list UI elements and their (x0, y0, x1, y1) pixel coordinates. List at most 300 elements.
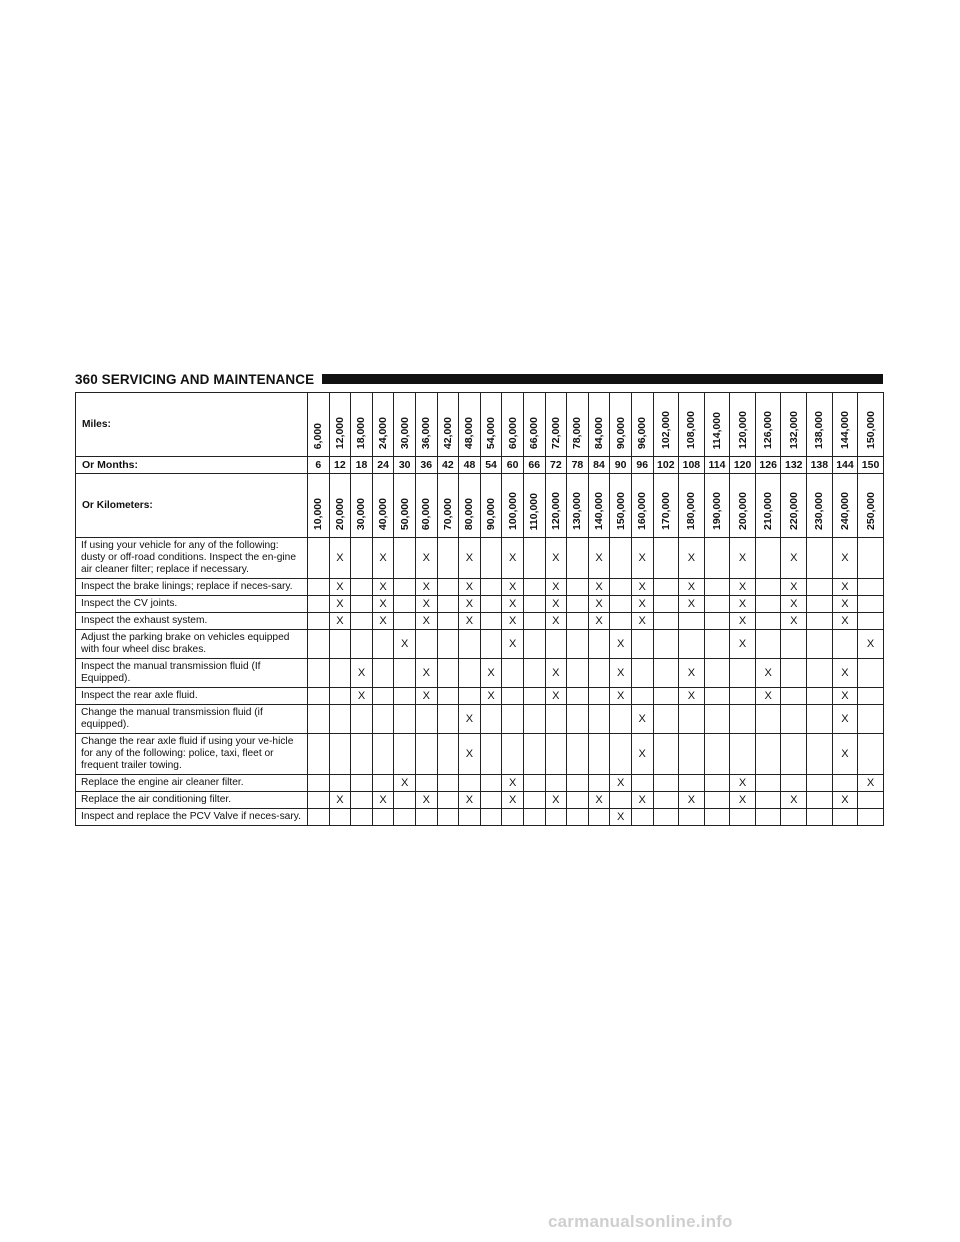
service-mark (545, 630, 567, 659)
service-mark: X (730, 775, 756, 792)
task-row (76, 792, 884, 809)
service-mark (730, 688, 756, 705)
kilometers-row-cell (394, 474, 416, 538)
kilometers-row-value: 220,000 (787, 492, 800, 530)
service-mark (704, 659, 730, 688)
service-mark (610, 734, 632, 775)
kilometers-row (76, 474, 884, 538)
service-mark (523, 630, 545, 659)
miles-row-cell (459, 393, 481, 457)
service-mark (807, 775, 833, 792)
service-mark (704, 579, 730, 596)
service-mark (480, 596, 502, 613)
service-mark (588, 705, 610, 734)
service-mark: X (832, 596, 858, 613)
kilometers-row-cell (459, 474, 481, 538)
service-mark (653, 596, 679, 613)
service-mark (610, 792, 632, 809)
miles-row-cell (523, 393, 545, 457)
kilometers-row-cell (610, 474, 632, 538)
miles-row-cell (653, 393, 679, 457)
miles-row-value: 54,000 (485, 416, 498, 449)
miles-row-value: 126,000 (762, 411, 775, 449)
service-mark: X (588, 538, 610, 579)
kilometers-row-value: 60,000 (420, 497, 433, 530)
service-mark (480, 775, 502, 792)
service-mark (755, 734, 781, 775)
service-mark: X (755, 688, 781, 705)
service-mark: X (545, 613, 567, 630)
kilometers-row-value: 120,000 (549, 492, 562, 530)
service-mark (704, 630, 730, 659)
service-mark (631, 659, 653, 688)
service-mark: X (832, 734, 858, 775)
service-mark (502, 659, 524, 688)
kilometers-row-cell (653, 474, 679, 538)
service-mark: X (394, 775, 416, 792)
service-mark: X (545, 792, 567, 809)
service-mark: X (730, 538, 756, 579)
service-mark (588, 630, 610, 659)
service-mark (329, 705, 351, 734)
service-mark (545, 809, 567, 826)
service-mark: X (631, 538, 653, 579)
service-mark: X (502, 630, 524, 659)
service-mark: X (588, 613, 610, 630)
service-mark (308, 809, 330, 826)
service-mark: X (679, 538, 705, 579)
service-mark: X (329, 596, 351, 613)
service-mark (523, 659, 545, 688)
service-mark (523, 538, 545, 579)
service-mark (858, 688, 884, 705)
service-mark: X (545, 538, 567, 579)
service-mark: X (480, 688, 502, 705)
miles-row-cell (588, 393, 610, 457)
service-mark (858, 538, 884, 579)
kilometers-row-value: 80,000 (463, 497, 476, 530)
service-mark (588, 659, 610, 688)
service-mark (502, 809, 524, 826)
service-mark (480, 579, 502, 596)
service-mark (502, 688, 524, 705)
kilometers-row-value: 210,000 (762, 492, 775, 530)
service-mark (858, 734, 884, 775)
service-mark (567, 688, 589, 705)
service-mark (755, 538, 781, 579)
service-mark: X (832, 659, 858, 688)
service-mark: X (459, 613, 481, 630)
service-mark (523, 705, 545, 734)
service-mark (351, 809, 373, 826)
months-row-value: 54 (480, 457, 502, 474)
service-mark (480, 613, 502, 630)
service-mark: X (631, 579, 653, 596)
months-row-value: 120 (730, 457, 756, 474)
service-mark (858, 809, 884, 826)
miles-row-value: 114,000 (710, 411, 723, 449)
months-row-value: 96 (631, 457, 653, 474)
service-mark (832, 630, 858, 659)
service-mark (523, 579, 545, 596)
service-mark (394, 705, 416, 734)
service-mark (567, 809, 589, 826)
service-mark (781, 734, 807, 775)
service-mark (610, 705, 632, 734)
service-mark (653, 538, 679, 579)
kilometers-row-label: Or Kilometers: (76, 474, 308, 538)
miles-row-cell (437, 393, 459, 457)
kilometers-row-cell (781, 474, 807, 538)
task-description: Inspect the rear axle fluid. (76, 688, 308, 705)
service-mark: X (730, 792, 756, 809)
kilometers-row-cell (567, 474, 589, 538)
service-mark (807, 579, 833, 596)
service-mark: X (755, 659, 781, 688)
service-mark (858, 579, 884, 596)
service-mark: X (329, 792, 351, 809)
miles-row-cell (502, 393, 524, 457)
task-row (76, 734, 884, 775)
task-description: Adjust the parking brake on vehicles equipped with four wheel disc brakes. (76, 630, 308, 659)
service-mark (730, 734, 756, 775)
service-mark (308, 734, 330, 775)
service-mark (567, 613, 589, 630)
service-mark (781, 630, 807, 659)
service-mark (653, 688, 679, 705)
service-mark: X (781, 538, 807, 579)
service-mark: X (610, 688, 632, 705)
service-mark (755, 775, 781, 792)
service-mark (858, 792, 884, 809)
kilometers-row-value: 140,000 (593, 492, 606, 530)
service-mark (372, 630, 394, 659)
service-mark (781, 809, 807, 826)
service-mark (308, 688, 330, 705)
watermark: carmanualsonline.info (548, 1212, 733, 1231)
service-mark (567, 792, 589, 809)
service-mark: X (394, 630, 416, 659)
months-row-value: 42 (437, 457, 459, 474)
task-row (76, 596, 884, 613)
task-row (76, 775, 884, 792)
miles-row-value: 102,000 (659, 411, 672, 449)
service-mark (567, 579, 589, 596)
service-mark (415, 705, 437, 734)
service-mark (755, 596, 781, 613)
service-mark (459, 775, 481, 792)
service-mark: X (631, 734, 653, 775)
service-mark: X (415, 596, 437, 613)
service-mark: X (610, 630, 632, 659)
miles-row-value: 24,000 (377, 416, 390, 449)
service-mark (755, 613, 781, 630)
service-mark: X (730, 613, 756, 630)
task-row (76, 630, 884, 659)
months-row-value: 30 (394, 457, 416, 474)
service-mark: X (459, 792, 481, 809)
service-mark (781, 705, 807, 734)
service-mark (588, 809, 610, 826)
miles-row-cell (329, 393, 351, 457)
service-mark: X (480, 659, 502, 688)
service-mark: X (351, 659, 373, 688)
service-mark (755, 579, 781, 596)
service-mark (480, 809, 502, 826)
service-mark (807, 538, 833, 579)
task-row (76, 538, 884, 579)
kilometers-row-cell (523, 474, 545, 538)
service-mark (437, 596, 459, 613)
service-mark (679, 613, 705, 630)
service-mark: X (781, 596, 807, 613)
service-mark (631, 630, 653, 659)
task-description: Inspect the CV joints. (76, 596, 308, 613)
page-header-title: 360 SERVICING AND MAINTENANCE (75, 371, 315, 387)
miles-row-value: 60,000 (506, 416, 519, 449)
miles-row-cell (545, 393, 567, 457)
service-mark: X (459, 538, 481, 579)
service-mark: X (588, 792, 610, 809)
service-mark (807, 596, 833, 613)
service-mark: X (832, 688, 858, 705)
service-mark (832, 775, 858, 792)
service-mark (545, 705, 567, 734)
service-mark (372, 809, 394, 826)
service-mark (329, 630, 351, 659)
service-mark (372, 775, 394, 792)
service-mark: X (459, 579, 481, 596)
service-mark (567, 659, 589, 688)
service-mark (610, 579, 632, 596)
service-mark (730, 705, 756, 734)
kilometers-row-value: 20,000 (333, 497, 346, 530)
service-mark: X (415, 538, 437, 579)
miles-row-value: 138,000 (813, 411, 826, 449)
page-header (75, 368, 883, 390)
service-mark (755, 705, 781, 734)
service-mark (679, 734, 705, 775)
service-mark (308, 705, 330, 734)
service-mark: X (781, 613, 807, 630)
task-description: Inspect and replace the PCV Valve if neces-sary. (76, 809, 308, 826)
kilometers-row-cell (351, 474, 373, 538)
kilometers-row-value: 170,000 (659, 492, 672, 530)
kilometers-row-cell (437, 474, 459, 538)
kilometers-row-value: 10,000 (312, 497, 325, 530)
kilometers-row-value: 190,000 (710, 492, 723, 530)
kilometers-row-value: 70,000 (441, 497, 454, 530)
service-mark (394, 809, 416, 826)
months-row-value: 84 (588, 457, 610, 474)
service-mark: X (832, 538, 858, 579)
service-mark (437, 688, 459, 705)
miles-row-value: 72,000 (549, 416, 562, 449)
service-mark: X (502, 613, 524, 630)
service-mark (415, 775, 437, 792)
service-mark (459, 630, 481, 659)
service-mark (480, 792, 502, 809)
service-mark (372, 659, 394, 688)
kilometers-row-cell (807, 474, 833, 538)
miles-row-cell (415, 393, 437, 457)
service-mark: X (832, 705, 858, 734)
service-mark: X (545, 659, 567, 688)
miles-row-value: 96,000 (636, 416, 649, 449)
service-mark (653, 734, 679, 775)
service-mark (329, 775, 351, 792)
service-mark (781, 775, 807, 792)
service-mark (480, 734, 502, 775)
service-mark (459, 659, 481, 688)
service-mark (437, 659, 459, 688)
months-row-value: 90 (610, 457, 632, 474)
service-mark: X (832, 579, 858, 596)
months-row-value: 114 (704, 457, 730, 474)
service-mark (329, 688, 351, 705)
service-mark (781, 688, 807, 705)
months-row-value: 6 (308, 457, 330, 474)
service-mark (545, 734, 567, 775)
service-mark: X (679, 688, 705, 705)
service-mark (679, 630, 705, 659)
service-mark: X (502, 775, 524, 792)
miles-row-value: 30,000 (398, 416, 411, 449)
months-row-value: 78 (567, 457, 589, 474)
service-mark: X (730, 579, 756, 596)
service-mark (704, 734, 730, 775)
service-mark: X (588, 596, 610, 613)
service-mark: X (832, 792, 858, 809)
service-mark (631, 809, 653, 826)
service-mark (415, 809, 437, 826)
months-row-value: 60 (502, 457, 524, 474)
kilometers-row-cell (730, 474, 756, 538)
service-mark (437, 809, 459, 826)
service-mark (545, 775, 567, 792)
task-description: Change the rear axle fluid if using your ve-hicle for any of the following: police, taxi, fleet or frequent trailer towing. (76, 734, 308, 775)
service-mark (610, 596, 632, 613)
service-mark (807, 792, 833, 809)
kilometers-row-cell (480, 474, 502, 538)
service-mark (653, 792, 679, 809)
service-mark (807, 705, 833, 734)
service-mark (523, 792, 545, 809)
service-mark (523, 688, 545, 705)
service-mark (372, 688, 394, 705)
service-mark (807, 659, 833, 688)
kilometers-row-value: 150,000 (614, 492, 627, 530)
service-mark: X (372, 613, 394, 630)
service-mark: X (588, 579, 610, 596)
service-mark (351, 775, 373, 792)
service-mark (858, 596, 884, 613)
service-mark (807, 809, 833, 826)
service-mark (415, 734, 437, 775)
service-mark: X (631, 792, 653, 809)
service-mark: X (502, 792, 524, 809)
service-mark: X (858, 630, 884, 659)
miles-row-cell (781, 393, 807, 457)
service-mark (730, 659, 756, 688)
service-mark (807, 734, 833, 775)
service-mark (567, 630, 589, 659)
service-mark: X (730, 630, 756, 659)
service-mark: X (781, 792, 807, 809)
service-mark: X (372, 538, 394, 579)
service-mark: X (502, 596, 524, 613)
service-mark: X (631, 705, 653, 734)
months-row-value: 102 (653, 457, 679, 474)
service-mark (480, 630, 502, 659)
miles-row-cell (394, 393, 416, 457)
kilometers-row-cell (329, 474, 351, 538)
task-row (76, 613, 884, 630)
service-mark: X (610, 809, 632, 826)
months-row-value: 48 (459, 457, 481, 474)
service-mark (308, 579, 330, 596)
service-mark (351, 734, 373, 775)
months-row-value: 12 (329, 457, 351, 474)
service-mark (459, 809, 481, 826)
service-mark (704, 775, 730, 792)
kilometers-row-value: 230,000 (813, 492, 826, 530)
service-mark (610, 613, 632, 630)
service-mark (523, 809, 545, 826)
service-mark (437, 538, 459, 579)
service-mark: X (415, 659, 437, 688)
service-mark: X (858, 775, 884, 792)
service-mark (308, 596, 330, 613)
kilometers-row-cell (858, 474, 884, 538)
miles-row-value: 150,000 (864, 411, 877, 449)
kilometers-row-cell (545, 474, 567, 538)
kilometers-row-cell (755, 474, 781, 538)
service-mark (610, 538, 632, 579)
service-mark (653, 579, 679, 596)
service-mark: X (415, 613, 437, 630)
service-mark (679, 705, 705, 734)
task-description: Inspect the manual transmission fluid (If Equipped). (76, 659, 308, 688)
kilometers-row-cell (502, 474, 524, 538)
service-mark (653, 630, 679, 659)
service-mark (523, 775, 545, 792)
service-mark (807, 613, 833, 630)
miles-row-value: 108,000 (685, 411, 698, 449)
service-mark (858, 659, 884, 688)
service-mark (704, 809, 730, 826)
service-mark (631, 688, 653, 705)
task-row (76, 688, 884, 705)
service-mark (807, 630, 833, 659)
kilometers-row-value: 50,000 (398, 497, 411, 530)
miles-row-value: 84,000 (593, 416, 606, 449)
service-mark (653, 659, 679, 688)
service-mark (372, 705, 394, 734)
miles-row-label: Miles: (76, 393, 308, 457)
service-mark: X (730, 596, 756, 613)
task-description: Replace the air conditioning filter. (76, 792, 308, 809)
service-mark (437, 734, 459, 775)
kilometers-row-cell (308, 474, 330, 538)
service-mark (394, 659, 416, 688)
service-mark (679, 775, 705, 792)
service-mark (459, 688, 481, 705)
kilometers-row-cell (679, 474, 705, 538)
service-mark (329, 809, 351, 826)
task-description: If using your vehicle for any of the following: dusty or off-road conditions. Inspect the en-gine air cleaner filter; replace if necessary. (76, 538, 308, 579)
service-mark (394, 613, 416, 630)
